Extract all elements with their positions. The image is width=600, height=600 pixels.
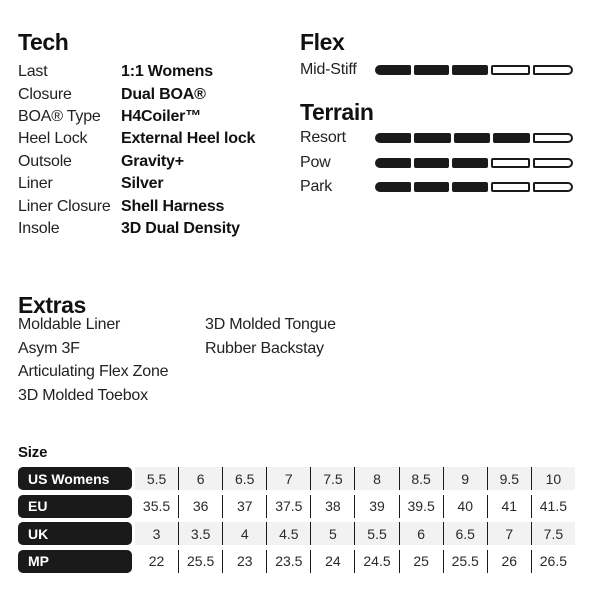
bar-segment-filled [414,65,450,75]
size-cell: 7.5 [532,522,575,545]
size-cell: 7.5 [311,467,355,490]
tech-row-value: 3D Dual Density [121,219,240,237]
size-table-row [18,467,575,490]
extras-item: Articulating Flex Zone [18,363,169,380]
bar-segment-filled [452,182,488,192]
size-cell: 6 [400,522,444,545]
size-cell: 8.5 [400,467,444,490]
tech-row-label: Heel Lock [18,130,88,148]
bar-segment-filled [454,133,490,143]
size-cell: 23.5 [267,550,311,573]
size-row-cells [135,522,575,545]
tech-row-label: BOA® Type [18,107,101,125]
tech-row [18,106,298,128]
tech-row-label: Last [18,63,48,81]
terrain-rating-row [300,175,573,200]
tech-row-value: Gravity+ [121,152,184,170]
tech-row [18,195,298,217]
size-cell: 6 [179,467,223,490]
extras-item: Asym 3F [18,339,80,357]
terrain-row-label: Park [300,178,333,196]
terrain-rating-bar [375,182,573,192]
size-row-header: MP [18,550,132,573]
tech-row [18,83,298,105]
bar-segment-filled [414,182,450,192]
size-cell: 37 [223,495,267,518]
size-table-row [18,550,575,573]
extras-list-right [205,313,336,360]
size-cell: 9.5 [488,467,532,490]
terrain-rating-bar [375,158,573,168]
size-cell: 4.5 [267,522,311,545]
tech-row [18,218,298,240]
terrain-row-label: Resort [300,129,346,147]
terrain-rows [300,126,573,200]
size-cell: 24 [311,550,355,573]
bar-segment-empty [533,158,573,168]
bar-segment-filled [375,182,411,192]
extras-item: Rubber Backstay [205,339,324,357]
size-section-title: Size [18,444,48,461]
size-table-row [18,522,575,545]
size-cell: 3.5 [179,522,223,545]
tech-row-value: Dual BOA® [121,85,206,103]
size-cell: 39 [355,495,399,518]
bar-segment-empty [533,65,573,75]
tech-row-value: H4Coiler™ [121,107,201,125]
bar-segment-filled [414,133,450,143]
tech-row-value: 1:1 Womens [121,63,213,81]
bar-segment-empty [491,65,531,75]
extras-section-title: Extras [18,292,86,318]
bar-segment-empty [533,182,573,192]
size-row-header: US Womens [18,467,132,490]
flex-rating-bar [375,65,573,75]
tech-row [18,173,298,195]
size-cell: 22 [135,550,179,573]
tech-row-value: Silver [121,175,164,193]
size-cell: 39.5 [400,495,444,518]
size-cell: 9 [444,467,488,490]
size-row-cells [135,550,575,573]
bar-segment-filled [452,158,488,168]
bar-segment-empty [533,133,573,143]
tech-row [18,151,298,173]
size-table-row [18,495,575,518]
size-cell: 25.5 [179,550,223,573]
bar-segment-filled [414,158,450,168]
terrain-row-label: Pow [300,153,331,171]
size-cell: 41.5 [539,498,568,514]
tech-row-label: Closure [18,85,72,103]
tech-row [18,61,298,83]
size-cell: 40 [444,495,488,518]
size-row-header: EU [18,495,132,518]
size-cell: 35.5 [135,495,179,518]
size-cell: 26 [488,550,532,573]
extras-item: Moldable Liner [18,316,121,333]
size-cell: 7 [267,467,311,490]
tech-row-label: Insole [18,219,60,237]
size-cell: 7 [488,522,532,545]
size-row-header: UK [18,522,132,545]
extras-item: 3D Molded Tongue [205,316,336,333]
size-cell: 37.5 [267,495,311,518]
extras-list-left [18,313,168,407]
size-cell: 5.5 [135,467,179,490]
flex-level-label: Mid-Stiff [300,60,357,78]
size-conversion-table [18,467,575,577]
size-cell: 10 [532,467,575,490]
size-cell: 26.5 [539,553,568,569]
bar-segment-empty [491,182,531,192]
size-cell: 4 [223,522,267,545]
size-cell: 41 [488,495,532,518]
bar-segment-filled [452,65,488,75]
bar-segment-empty [491,158,531,168]
tech-row-label: Liner Closure [18,197,111,215]
flex-section-title: Flex [300,29,345,55]
bar-segment-filled [375,65,411,75]
terrain-rating-row [300,126,573,151]
tech-section-title: Tech [18,29,69,55]
size-cell: 25.5 [444,550,488,573]
size-cell: 5.5 [355,522,399,545]
size-row-cells [135,467,575,490]
tech-row-value: Shell Harness [121,197,225,215]
bar-segment-filled [375,158,411,168]
size-cell: 38 [311,495,355,518]
size-cell: 6.5 [223,467,267,490]
size-cell: 8 [355,467,399,490]
flex-rating-row [300,58,573,81]
tech-row-label: Liner [18,175,53,193]
terrain-rating-bar [375,133,573,143]
size-cell: 5 [311,522,355,545]
size-cell: 6.5 [444,522,488,545]
terrain-section-title: Terrain [300,99,374,125]
size-cell: 3 [135,522,179,545]
terrain-rating-row [300,151,573,176]
tech-row-label: Outsole [18,152,72,170]
bar-segment-filled [493,133,529,143]
size-cell: 24.5 [355,550,399,573]
bar-segment-filled [375,133,411,143]
size-row-cells [135,495,575,518]
size-cell: 23 [223,550,267,573]
tech-row [18,128,298,150]
size-cell: 36 [179,495,223,518]
tech-rows [18,61,298,240]
extras-item: 3D Molded Toebox [18,386,148,404]
size-cell: 25 [400,550,444,573]
tech-row-value: External Heel lock [121,130,256,148]
